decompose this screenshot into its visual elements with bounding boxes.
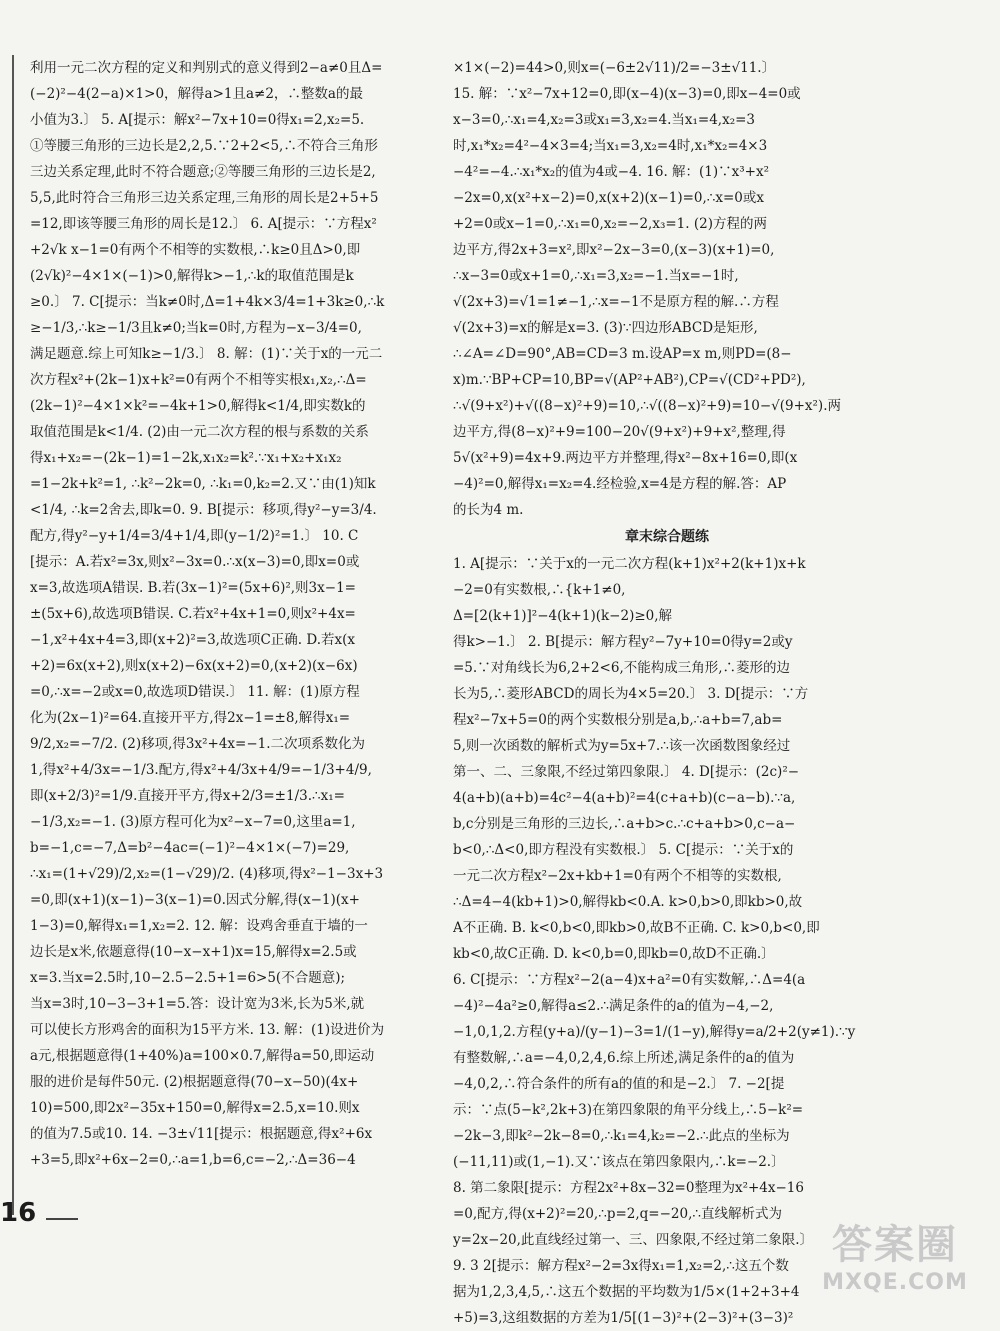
text-line: 9. 3 2[提示：解方程x²−2=3x得x₁=1,x₂=2,∴这五个数: [453, 1258, 789, 1274]
text-line: x)m.∵BP+CP=10,BP=√(AP²+AB²),CP=√(CD²+PD²),: [453, 372, 806, 388]
text-line: y=2x−20,此直线经过第一、三、四象限,不经过第二象限.〕: [453, 1232, 814, 1248]
text-line: 三边关系定理,此时不符合题意;②等腰三角形的三边长是2,: [30, 164, 376, 180]
text-line: =12,即该等腰三角形的周长是12.〕 6. A[提示：∵方程x²: [30, 216, 377, 232]
text-line: ①等腰三角形的三边长是2,2,5.∵2+2<5,∴不符合三角形: [30, 138, 378, 154]
text-line: 的值为7.5或10. 14. −3±√11[提示：根据题意,得x²+6x: [30, 1126, 373, 1142]
text-line: b,c分别是三角形的三边长,∴a+b>c.∴c+a+b>0,c−a−: [453, 816, 796, 832]
right-column: [453, 55, 881, 1331]
text-line: 配方,得y²−y+1/4=3/4+1/4,即(y−1/2)²=1.〕 10. C: [30, 528, 359, 544]
text-line: 示：∵点(5−k²,2k+3)在第四象限的角平分线上,∴5−k²=: [453, 1102, 804, 1118]
text-line: =5.∵对角线长为6,2+2<6,不能构成三角形,∴菱形的边: [453, 660, 791, 676]
text-line: 1. A[提示：∵关于x的一元二次方程(k+1)x²+2(k+1)x+k: [453, 556, 806, 572]
text-line: 9/2,x₂=−7/2. (2)移项,得3x²+4x=−1.二次项系数化为: [30, 736, 366, 752]
text-line: 满足题意.综上可知k≥−1/3.〕 8. 解：(1)∵关于x的一元二: [30, 346, 383, 362]
text-line: =0,配方,得(x+2)²=20,∴p=2,q=−20,∴直线解析式为: [453, 1206, 782, 1222]
margin-rule: [12, 55, 14, 1215]
text-line: 据为1,2,3,4,5,∴这五个数据的平均数为1/5×(1+2+3+4: [453, 1284, 800, 1300]
text-line: 即(x+2/3)²=1/9.直接开平方,得x+2/3=±1/3.∴x₁=: [30, 788, 345, 804]
text-line: 服的进价是每件50元. (2)根据题意得(70−x−50)(4x+: [30, 1074, 359, 1090]
text-line: 边平方,得2x+3=x²,即x²−2x−3=0,(x−3)(x+1)=0,: [453, 242, 775, 258]
page-number-dash: [46, 1218, 78, 1220]
text-line: 1−3)=0,解得x₁=1,x₂=2. 12. 解：设鸡舍垂直于墙的一: [30, 918, 368, 934]
text-line: x−3=0,∴x₁=4,x₂=3或x₁=3,x₂=4.当x₁=4,x₂=3: [453, 112, 756, 128]
text-line: 程x²−7x+5=0的两个实数根分别是a,b,∴a+b=7,ab=: [453, 712, 783, 728]
text-line: 得x₁+x₂=−(2k−1)=1−2k,x₁x₂=k².∵x₁+x₂+x₁x₂: [30, 450, 342, 466]
text-line: −1,x²+4x+4=3,即(x+2)²=3,故选项C正确. D.若x(x: [30, 632, 356, 648]
watermark-sub: MXQE.COM: [822, 1269, 968, 1295]
text-line: x=3.当x=2.5时,10−2.5−2.5+1=6>5(不合题意);: [30, 970, 346, 986]
text-line: 利用一元二次方程的定义和判别式的意义得到2−a≠0且Δ=: [30, 60, 383, 76]
text-line: ∴√(9+x²)+√((8−x)²+9)=10,∴√((8−x)²+9)=10−√(9+x²).两: [453, 398, 841, 414]
text-line: 5,5,此时符合三角形三边关系定理,三角形的周长是2+5+5: [30, 190, 379, 206]
text-line: 当x=3时,10−3−3+1=5.答：设计宽为3米,长为5米,就: [30, 996, 365, 1012]
text-line: =1−2k+k²=1, ∴k²−2k=0, ∴k₁=0,k₂=2.又∵由(1)知k: [30, 476, 376, 492]
text-line: ∴x₁=(1+√29)/2,x₂=(1−√29)/2. (4)移项,得x²−1−3x+3: [30, 866, 384, 882]
text-line: kb<0,故C正确. D. k<0,b=0,即kb=0,故D不正确.〕: [453, 946, 775, 962]
text-line: −4)²−4a²≥0,解得a≤2.∴满足条件的a的值为−4,−2,: [453, 998, 774, 1014]
text-line: 5,则一次函数的解析式为y=5x+7.∴该一次函数图象经过: [453, 738, 791, 754]
text-line: +3=5,即x²+6x−2=0,∴a=1,b=6,c=−2,∴Δ=36−4: [30, 1152, 356, 1168]
text-line: +2√k x−1=0有两个不相等的实数根,∴k≥0且Δ>0,即: [30, 242, 361, 258]
text-line: 10)=500,即2x²−35x+150=0,解得x=2.5,x=10.则x: [30, 1100, 360, 1116]
text-line: 次方程x²+(2k−1)x+k²=0有两个不相等实根x₁,x₂,∴Δ=: [30, 372, 367, 388]
text-line: −4)²=0,解得x₁=x₂=4.经检验,x=4是方程的解.答：AP: [453, 476, 787, 492]
text-line: =0,即(x+1)(x−1)−3(x−1)=0.因式分解,得(x−1)(x+: [30, 892, 360, 908]
text-line: A不正确. B. k<0,b<0,即kb>0,故B不正确. C. k>0,b<0,即: [453, 920, 820, 936]
text-line: 的长为4 m.: [453, 502, 524, 518]
text-line: ×1×(−2)=44>0,则x=(−6±2√11)/2=−3±√11.〕: [453, 60, 776, 76]
text-line: (−11,11)或(1,−1).又∵该点在第四象限内,∴k=−2.〕: [453, 1154, 785, 1170]
text-line: −2x=0,x(x²+x−2)=0,x(x+2)(x−1)=0,∴x=0或x: [453, 190, 765, 206]
text-line: −2=0有实数根,∴{k+1≠0,: [453, 582, 626, 598]
text-line: ∴x−3=0或x+1=0,∴x₁=3,x₂=−1.当x=−1时,: [453, 268, 739, 284]
text-line: 得k>−1.〕 2. B[提示：解方程y²−7y+10=0得y=2或y: [453, 634, 793, 650]
right-column-top: [453, 55, 881, 523]
text-line: 边平方,得(8−x)²+9=100−20√(9+x²)+9+x²,整理,得: [453, 424, 786, 440]
text-line: 4(a+b)(a+b)=4c²−4(a+b)²=4(c+a+b)(c−a−b).∵a,: [453, 790, 796, 806]
text-line: ≥0.〕 7. C[提示：当k≠0时,Δ=1+4k×3/4=1+3k≥0,∴k: [30, 294, 385, 310]
text-line: (2√k)²−4×1×(−1)>0,解得k>−1,∴k的取值范围是k: [30, 268, 354, 284]
text-line: 化为(2x−1)²=64.直接开平方,得2x−1=±8,解得x₁=: [30, 710, 351, 726]
text-line: 一元二次方程x²−2x+kb+1=0有两个不相等的实数根,: [453, 868, 782, 884]
text-line: −4²=−4.∴x₁*x₂的值为4或−4. 16. 解：(1)∵x³+x²: [453, 164, 770, 180]
text-line: ∴∠A=∠D=90°,AB=CD=3 m.设AP=x m,则PD=(8−: [453, 346, 792, 362]
text-line: 5√(x²+9)=4x+9.两边平方并整理,得x²−8x+16=0,即(x: [453, 450, 798, 466]
text-line: −1/3,x₂=−1. (3)原方程可化为x²−x−7=0,这里a=1,: [30, 814, 356, 830]
text-line: 小值为3.〕 5. A[提示：解x²−7x+10=0得x₁=2,x₂=5.: [30, 112, 365, 128]
text-line: 1,得x²+4/3x=−1/3.配方,得x²+4/3x+4/9=−1/3+4/9,: [30, 762, 372, 778]
text-line: ∴Δ=4−4(kb+1)>0,解得kb<0.A. k>0,b>0,即kb>0,故: [453, 894, 803, 910]
text-line: 6. C[提示：∵方程x²−2(a−4)x+a²=0有实数解,∴Δ=4(a: [453, 972, 806, 988]
watermark-logo: [800, 1206, 990, 1301]
text-line: 长为5,∴菱形ABCD的周长为4×5=20.〕 3. D[提示：∵方: [453, 686, 809, 702]
text-line: (−2)²−4(2−a)×1>0，解得a>1且a≠2，∴整数a的最: [30, 86, 363, 102]
text-line: 时,x₁*x₂=4²−4×3=4;当x₁=3,x₂=4时,x₁*x₂=4×3: [453, 138, 768, 154]
text-line: 第一、二、三象限,不经过第四象限.〕 4. D[提示：(2c)²−: [453, 764, 800, 780]
text-line: +5)=3,这组数据的方差为1/5[(1−3)²+(2−3)²+(3−3)²: [453, 1310, 794, 1326]
left-column: [30, 55, 458, 1173]
text-line: +2=0或x−1=0,∴x₁=0,x₂=−2,x₃=1. (2)方程的两: [453, 216, 767, 232]
text-line: [提示：A.若x²=3x,则x²−3x=0.∴x(x−3)=0,即x=0或: [30, 554, 360, 570]
text-line: b=−1,c=−7,Δ=b²−4ac=(−1)²−4×1×(−7)=29,: [30, 840, 350, 856]
section-heading: 章末综合题练: [625, 529, 709, 545]
text-line: √(2x+3)=x的解是x=3. (3)∵四边形ABCD是矩形,: [453, 320, 758, 336]
text-line: ±(5x+6),故选项B错误. C.若x²+4x+1=0,则x²+4x=: [30, 606, 356, 622]
text-line: 有整数解,∴a=−4,0,2,4,6.综上所述,满足条件的a的值为: [453, 1050, 795, 1066]
text-line: x=3,故选项A错误. B.若(3x−1)²=(5x+6)²,则3x−1=: [30, 580, 356, 596]
text-line: 15. 解：∵x²−7x+12=0,即(x−4)(x−3)=0,即x−4=0或: [453, 86, 801, 102]
text-line: a元,根据题意得(1+40%)a=100×0.7,解得a=50,即运动: [30, 1048, 375, 1064]
page-number: 16: [0, 1198, 37, 1228]
text-line: +2)=6x(x+2),则x(x+2)−6x(x+2)=0,(x+2)(x−6x): [30, 658, 358, 674]
text-line: √(2x+3)=√1=1≠−1,∴x=−1不是原方程的解.∴方程: [453, 294, 779, 310]
text-line: ≥−1/3,∴k≥−1/3且k≠0;当k=0时,方程为−x−3/4=0,: [30, 320, 362, 336]
text-line: <1/4, ∴k=2舍去,即k=0. 9. B[提示：移项,得y²−y=3/4.: [30, 502, 377, 518]
text-line: 取值范围是k<1/4. (2)由一元二次方程的根与系数的关系: [30, 424, 369, 440]
watermark-main: 答案圈: [832, 1221, 958, 1268]
text-line: b<0,∴Δ<0,即方程没有实数根.〕 5. C[提示：∵关于x的: [453, 842, 794, 858]
text-line: −2k−3,即k²−2k−8=0,∴k₁=4,k₂=−2.∴此点的坐标为: [453, 1128, 790, 1144]
text-line: (2k−1)²−4×1×k²=−4k+1>0,解得k<1/4,即实数k的: [30, 398, 366, 414]
text-line: −4,0,2,∴符合条件的所有a的值的和是−2.〕 7. −2[提: [453, 1076, 785, 1092]
text-line: −1,0,1,2.方程(y+a)/(y−1)−3=1/(1−y),解得y=a/2+2(y≠1).∵y: [453, 1024, 856, 1040]
text-line: 可以使长方形鸡舍的面积为15平方米. 13. 解：(1)设进价为: [30, 1022, 385, 1038]
text-line: 边长是x米,依题意得(10−x−x+1)x=15,解得x=2.5或: [30, 944, 357, 960]
text-line: Δ=[2(k+1)]²−4(k+1)(k−2)≥0,解: [453, 608, 673, 624]
text-line: =0,∴x=−2或x=0,故选项D错误.〕 11. 解：(1)原方程: [30, 684, 360, 700]
text-line: 8. 第二象限[提示：方程2x²+8x−32=0整理为x²+4x−16: [453, 1180, 804, 1196]
